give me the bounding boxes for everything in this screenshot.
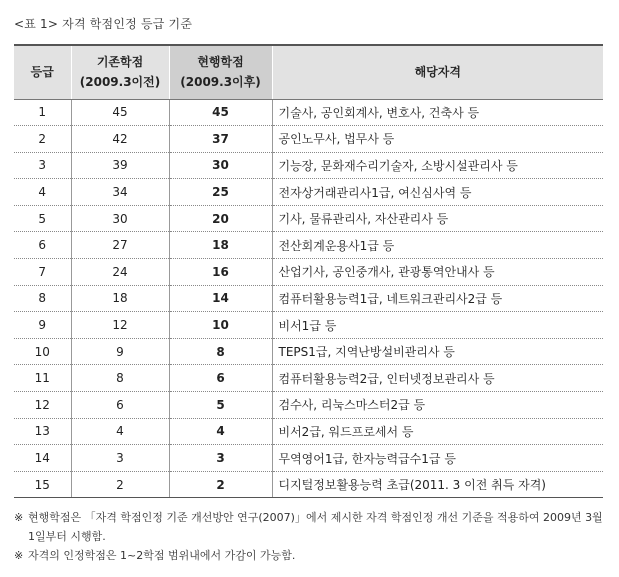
previous-credit-cell: 3 xyxy=(71,445,169,472)
certification-cell: 기사, 물류관리사, 자산관리사 등 xyxy=(272,205,603,232)
table-header xyxy=(14,45,603,99)
header-certification-label: 해당자격 xyxy=(414,65,461,80)
table-row xyxy=(14,205,603,232)
header-grade-label: 등급 xyxy=(30,65,54,80)
certification-cell: 기능장, 문화재수리기술자, 소방시설관리사 등 xyxy=(272,152,603,179)
current-credit-cell: 37 xyxy=(169,126,272,153)
previous-credit-cell: 24 xyxy=(71,259,169,286)
grade-cell: 15 xyxy=(14,471,71,498)
reference-mark: ※ xyxy=(14,511,24,524)
grade-cell: 10 xyxy=(14,338,71,365)
current-credit-cell: 8 xyxy=(169,338,272,365)
certification-cell: 전산회계운용사1급 등 xyxy=(272,232,603,259)
table-body xyxy=(14,99,603,498)
table-row xyxy=(14,365,603,392)
grade-cell: 12 xyxy=(14,392,71,419)
previous-credit-cell: 4 xyxy=(71,418,169,445)
certification-cell: 비서2급, 워드프로세서 등 xyxy=(272,418,603,445)
current-credit-cell: 6 xyxy=(169,365,272,392)
table-row xyxy=(14,418,603,445)
current-credit-cell: 10 xyxy=(169,312,272,339)
previous-credit-cell: 18 xyxy=(71,285,169,312)
grade-cell: 13 xyxy=(14,418,71,445)
certification-cell: 기술사, 공인회계사, 변호사, 건축사 등 xyxy=(272,99,603,126)
current-credit-cell: 16 xyxy=(169,259,272,286)
previous-credit-cell: 42 xyxy=(71,126,169,153)
previous-credit-cell: 9 xyxy=(71,338,169,365)
footnote-text: 현행학점은 「자격 학점인정 기준 개선방안 연구(2007)」에서 제시한 자격 학점인정 개선 기준을 적용하여 2009년 3월 1일부터 시행함. xyxy=(28,511,603,543)
previous-credit-cell: 12 xyxy=(71,312,169,339)
header-current-period: (2009.3이후) xyxy=(180,75,261,90)
certification-cell: TEPS1급, 지역난방설비관리사 등 xyxy=(272,338,603,365)
footnote xyxy=(14,508,604,546)
previous-credit-cell: 45 xyxy=(71,99,169,126)
current-credit-cell: 14 xyxy=(169,285,272,312)
grade-cell: 9 xyxy=(14,312,71,339)
current-credit-cell: 5 xyxy=(169,392,272,419)
grade-table xyxy=(14,44,603,498)
table-row xyxy=(14,99,603,126)
grade-cell: 11 xyxy=(14,365,71,392)
table-row xyxy=(14,285,603,312)
header-current-credits xyxy=(169,45,272,99)
grade-cell: 1 xyxy=(14,99,71,126)
previous-credit-cell: 30 xyxy=(71,205,169,232)
header-previous-title: 기존학점 xyxy=(96,55,144,70)
table-row xyxy=(14,152,603,179)
header-previous-period: (2009.3이전) xyxy=(79,75,161,90)
certification-cell: 공인노무사, 법무사 등 xyxy=(272,126,603,153)
grade-cell: 5 xyxy=(14,205,71,232)
table-row xyxy=(14,338,603,365)
certification-cell: 전자상거래관리사1급, 여신심사역 등 xyxy=(272,179,603,206)
table-row xyxy=(14,259,603,286)
table-row xyxy=(14,471,603,498)
header-grade xyxy=(14,45,71,99)
footnote xyxy=(14,546,604,565)
certification-cell: 디지털정보활용능력 초급(2011. 3 이전 취득 자격) xyxy=(272,471,603,498)
table-row xyxy=(14,312,603,339)
table-row xyxy=(14,179,603,206)
current-credit-cell: 2 xyxy=(169,471,272,498)
header-previous-credits xyxy=(71,45,169,99)
header-certification xyxy=(272,45,603,99)
certification-cell: 비서1급 등 xyxy=(272,312,603,339)
certification-cell: 검수사, 리눅스마스터2급 등 xyxy=(272,392,603,419)
certification-cell: 컴퓨터활용능력2급, 인터넷정보관리사 등 xyxy=(272,365,603,392)
table-row xyxy=(14,232,603,259)
current-credit-cell: 30 xyxy=(169,152,272,179)
previous-credit-cell: 8 xyxy=(71,365,169,392)
previous-credit-cell: 34 xyxy=(71,179,169,206)
header-current-title: 현행학점 xyxy=(197,55,244,70)
current-credit-cell: 4 xyxy=(169,418,272,445)
table-caption: <표 1> 자격 학점인정 등급 기준 xyxy=(14,17,193,31)
certification-cell: 무역영어1급, 한자능력급수1급 등 xyxy=(272,445,603,472)
grade-cell: 7 xyxy=(14,259,71,286)
previous-credit-cell: 39 xyxy=(71,152,169,179)
table-row xyxy=(14,126,603,153)
reference-mark: ※ xyxy=(14,549,24,562)
previous-credit-cell: 27 xyxy=(71,232,169,259)
footnotes xyxy=(14,508,604,565)
header-row xyxy=(14,45,603,99)
previous-credit-cell: 6 xyxy=(71,392,169,419)
grade-cell: 8 xyxy=(14,285,71,312)
grade-cell: 2 xyxy=(14,126,71,153)
certification-cell: 컴퓨터활용능력1급, 네트워크관리사2급 등 xyxy=(272,285,603,312)
grade-cell: 14 xyxy=(14,445,71,472)
grade-cell: 6 xyxy=(14,232,71,259)
grade-cell: 4 xyxy=(14,179,71,206)
table-row xyxy=(14,445,603,472)
current-credit-cell: 25 xyxy=(169,179,272,206)
current-credit-cell: 45 xyxy=(169,99,272,126)
previous-credit-cell: 2 xyxy=(71,471,169,498)
footnote-text: 자격의 인정학점은 1~2학점 범위내에서 가감이 가능함. xyxy=(28,549,296,562)
table-row xyxy=(14,392,603,419)
current-credit-cell: 18 xyxy=(169,232,272,259)
current-credit-cell: 3 xyxy=(169,445,272,472)
grade-cell: 3 xyxy=(14,152,71,179)
certification-cell: 산업기사, 공인중개사, 관광통역안내사 등 xyxy=(272,259,603,286)
current-credit-cell: 20 xyxy=(169,205,272,232)
